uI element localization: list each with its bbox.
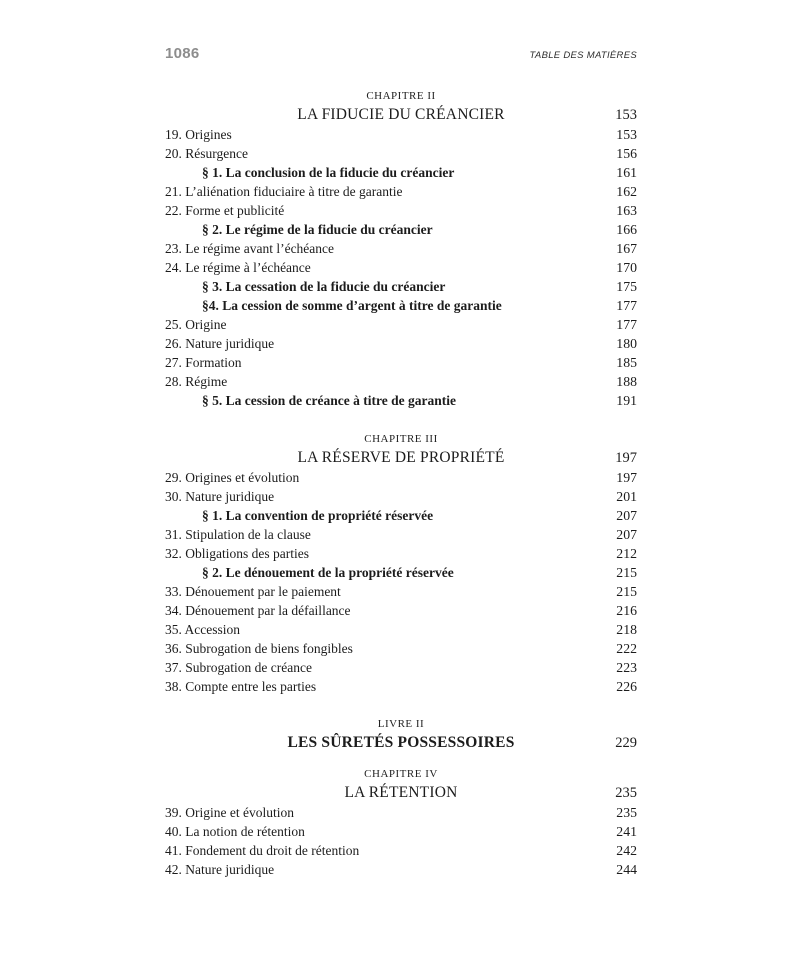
entry-page-number: 223 (616, 660, 637, 675)
toc-section (165, 768, 637, 879)
entry-title: 37. Subrogation de créance (165, 660, 312, 675)
toc-entry (165, 182, 637, 201)
entry-title: 22. Forme et publicité (165, 203, 285, 218)
entry-title: 19. Origines (165, 127, 232, 142)
toc-entry-paragraph (165, 563, 637, 582)
folio-page-number: 1086 (165, 45, 200, 62)
section-heading-label: CHAPITRE III (364, 433, 438, 445)
section-page-number: 235 (615, 785, 637, 801)
toc-entry-paragraph (165, 163, 637, 182)
toc-entry-paragraph (165, 277, 637, 296)
entry-page-number: 197 (616, 470, 637, 485)
toc-entry (165, 582, 637, 601)
toc-entry (165, 125, 637, 144)
page-header (0, 0, 800, 62)
entry-title: § 1. La convention de propriété réservée (202, 508, 434, 523)
toc-entry (165, 372, 637, 391)
entry-page-number: 207 (616, 508, 637, 523)
table-of-contents (0, 90, 800, 879)
entry-title: 21. L’aliénation fiduciaire à titre de garantie (165, 184, 403, 199)
entry-title: § 1. La conclusion de la fiducie du créancier (202, 165, 455, 180)
entry-title: 39. Origine et évolution (165, 805, 294, 820)
toc-entry (165, 677, 637, 696)
entry-page-number: 212 (616, 546, 637, 561)
entry-page-number: 191 (616, 393, 637, 408)
toc-entry (165, 601, 637, 620)
toc-entry (165, 822, 637, 841)
entry-title: 20. Résurgence (165, 146, 248, 161)
entry-title: 32. Obligations des parties (165, 546, 309, 561)
toc-entry (165, 315, 637, 334)
toc-entry (165, 620, 637, 639)
toc-entry-list (165, 803, 637, 879)
entry-page-number: 222 (616, 641, 637, 656)
toc-entry-paragraph (165, 391, 637, 410)
toc-entry (165, 468, 637, 487)
entry-page-number: 185 (616, 355, 637, 370)
entry-page-number: 170 (616, 260, 637, 275)
running-title: TABLE DES MATIÈRES (529, 50, 637, 61)
section-page-number: 153 (615, 107, 637, 123)
toc-entry (165, 239, 637, 258)
entry-title: 42. Nature juridique (165, 862, 275, 877)
toc-entry (165, 860, 637, 879)
entry-page-number: 241 (616, 824, 637, 839)
section-title (165, 783, 637, 803)
toc-entry (165, 803, 637, 822)
section-heading-label: CHAPITRE IV (364, 768, 438, 780)
entry-page-number: 226 (616, 679, 637, 694)
toc-entry-paragraph (165, 220, 637, 239)
entry-page-number: 153 (616, 127, 637, 142)
entry-page-number: 242 (616, 843, 637, 858)
entry-page-number: 215 (616, 565, 637, 580)
toc-entry-list (165, 125, 637, 410)
entry-title: 26. Nature juridique (165, 336, 275, 351)
entry-title: 24. Le régime à l’échéance (165, 260, 311, 275)
toc-entry-list (165, 468, 637, 696)
entry-title: 33. Dénouement par le paiement (165, 584, 341, 599)
entry-title: 30. Nature juridique (165, 489, 275, 504)
entry-title: 28. Régime (165, 374, 228, 389)
entry-title: § 3. La cessation de la fiducie du créancier (202, 279, 446, 294)
section-title-text: LA RÉTENTION (344, 784, 458, 801)
toc-section (165, 718, 637, 753)
toc-section (165, 433, 637, 696)
entry-page-number: 201 (616, 489, 637, 504)
entry-title: §4. La cession de somme d’argent à titre de garantie (202, 298, 502, 313)
entry-title: 38. Compte entre les parties (165, 679, 317, 694)
entry-page-number: 156 (616, 146, 637, 161)
entry-page-number: 188 (616, 374, 637, 389)
entry-title: 29. Origines et évolution (165, 470, 300, 485)
entry-page-number: 161 (616, 165, 637, 180)
section-title (165, 733, 637, 753)
entry-title: 40. La notion de rétention (165, 824, 305, 839)
entry-title: 36. Subrogation de biens fongibles (165, 641, 353, 656)
entry-page-number: 207 (616, 527, 637, 542)
toc-entry (165, 353, 637, 372)
toc-entry (165, 487, 637, 506)
entry-title: § 2. Le dénouement de la propriété réservée (202, 565, 454, 580)
toc-entry (165, 544, 637, 563)
toc-entry (165, 201, 637, 220)
entry-page-number: 235 (616, 805, 637, 820)
section-heading-label: CHAPITRE II (366, 90, 436, 102)
entry-title: § 2. Le régime de la fiducie du créancier (202, 222, 433, 237)
toc-entry (165, 334, 637, 353)
entry-page-number: 167 (616, 241, 637, 256)
section-title-text: LES SÛRETÉS POSSESSOIRES (287, 734, 515, 751)
entry-page-number: 180 (616, 336, 637, 351)
section-title-text: LA FIDUCIE DU CRÉANCIER (297, 106, 505, 123)
toc-entry (165, 841, 637, 860)
entry-title: 31. Stipulation de la clause (165, 527, 311, 542)
toc-entry (165, 525, 637, 544)
toc-section (165, 90, 637, 410)
entry-title: 34. Dénouement par la défaillance (165, 603, 351, 618)
entry-page-number: 215 (616, 584, 637, 599)
entry-title: 41. Fondement du droit de rétention (165, 843, 360, 858)
entry-page-number: 162 (616, 184, 637, 199)
entry-page-number: 166 (616, 222, 637, 237)
entry-page-number: 244 (616, 862, 637, 877)
entry-page-number: 218 (616, 622, 637, 637)
entry-page-number: 163 (616, 203, 637, 218)
entry-title: 27. Formation (165, 355, 242, 370)
entry-page-number: 177 (616, 317, 637, 332)
section-title (165, 105, 637, 125)
toc-entry (165, 639, 637, 658)
entry-title: 25. Origine (165, 317, 227, 332)
section-title-text: LA RÉSERVE DE PROPRIÉTÉ (297, 449, 505, 466)
toc-entry (165, 144, 637, 163)
entry-page-number: 216 (616, 603, 637, 618)
entry-title: 35. Accession (165, 622, 240, 637)
toc-entry (165, 658, 637, 677)
section-page-number: 229 (615, 735, 637, 751)
entry-page-number: 177 (616, 298, 637, 313)
entry-title: § 5. La cession de créance à titre de garantie (202, 393, 456, 408)
section-title (165, 448, 637, 468)
toc-entry-paragraph (165, 296, 637, 315)
entry-page-number: 175 (616, 279, 637, 294)
toc-entry (165, 258, 637, 277)
section-heading-label: LIVRE II (377, 718, 425, 730)
entry-title: 23. Le régime avant l’échéance (165, 241, 335, 256)
toc-entry-paragraph (165, 506, 637, 525)
section-page-number: 197 (615, 450, 637, 466)
